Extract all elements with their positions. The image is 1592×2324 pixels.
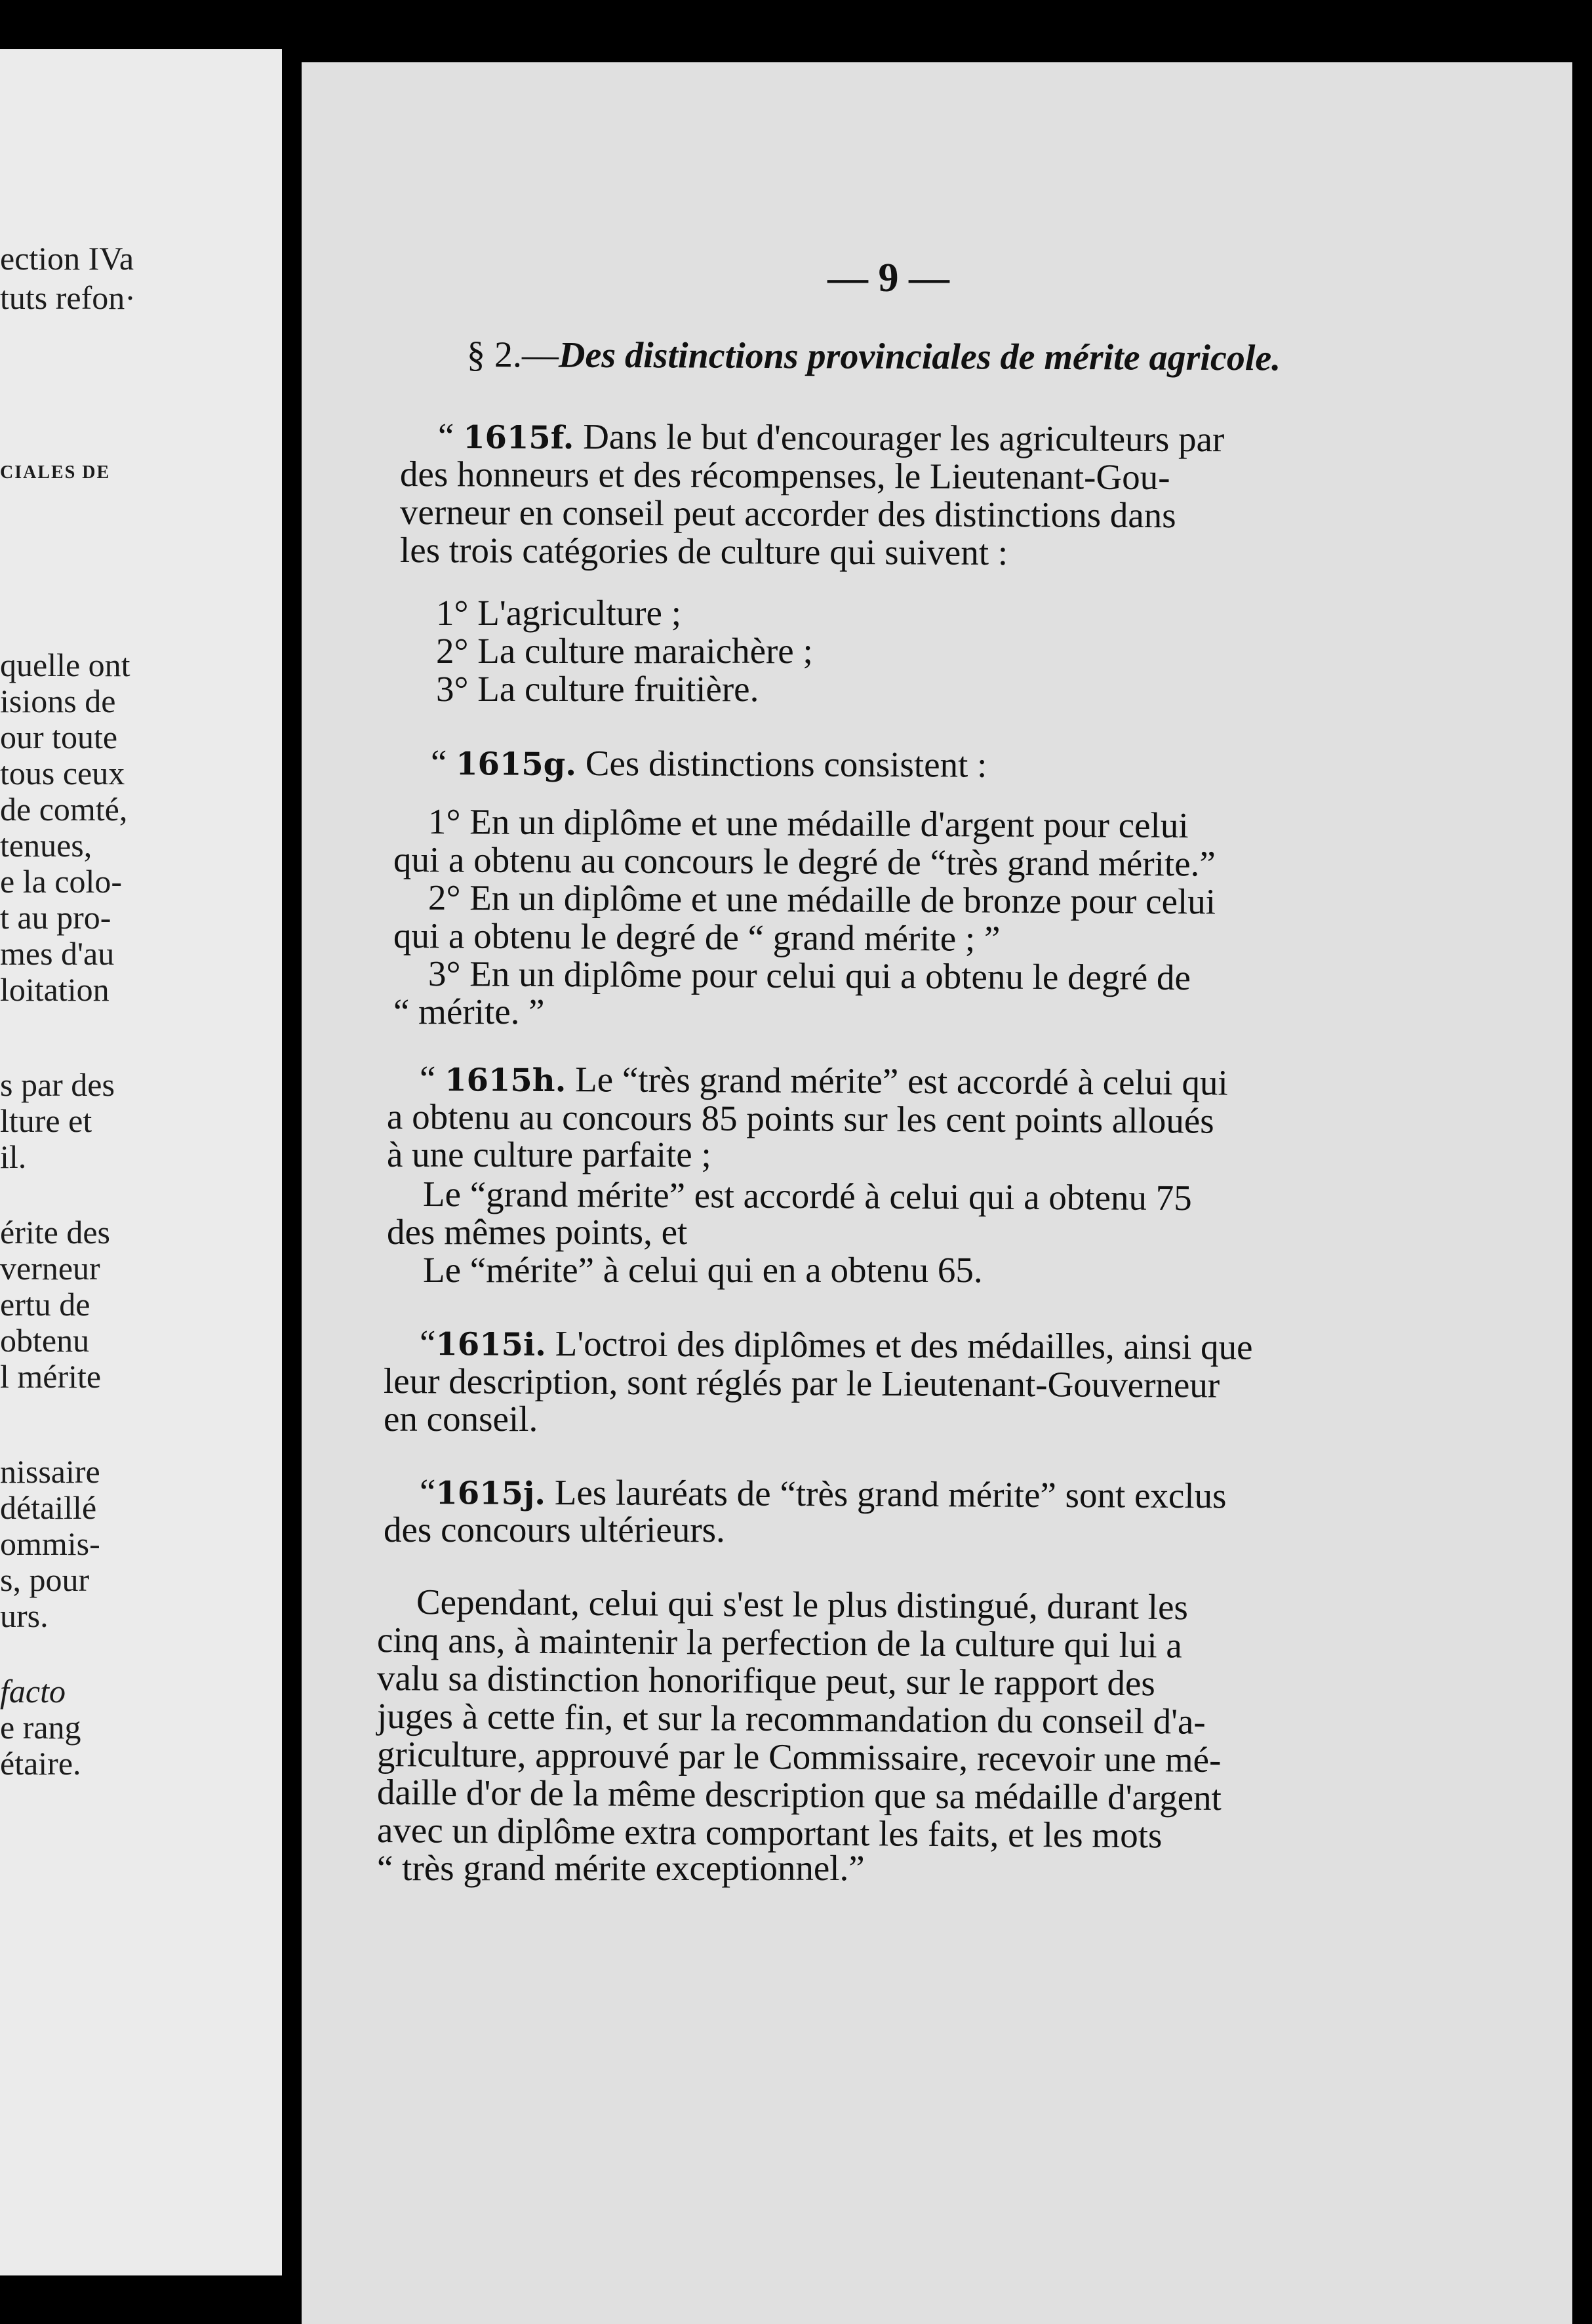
article-line: 3° En un diplôme pour celui qui a obtenu le degré de: [428, 953, 1191, 998]
left-page-line: loitation: [0, 971, 109, 1008]
paragraph-line: juges à cette fin, et sur la recommandation du conseil d'a-: [376, 1696, 1206, 1742]
article-line: des honneurs et des récompenses, le Lieutenant-Gou-: [399, 454, 1170, 498]
left-page-line: t au pro-: [0, 899, 111, 936]
article-line: 2° En un diplôme et une médaille de bronze pour celui: [428, 877, 1216, 922]
paragraph-line: avec un diplôme extra comportant les faits, et les mots: [376, 1810, 1163, 1856]
article-line: a obtenu au concours 85 points sur les cent points alloués: [386, 1096, 1214, 1141]
article-line: 1° En un diplôme et une médaille d'argent pour celui: [428, 801, 1189, 846]
article-line: en conseil.: [384, 1399, 538, 1439]
section-title: [466, 334, 1281, 379]
article-line: “ 1615h. Le “très grand mérite” est accordé à celui qui: [419, 1058, 1228, 1103]
left-page-line: ection IVa: [0, 240, 134, 277]
paragraph-line: daille d'or de la même description que sa médaille d'argent: [376, 1772, 1222, 1818]
paragraph-line: valu sa distinction honorifique peut, sur le rapport des: [376, 1658, 1156, 1704]
article-line: qui a obtenu au concours le degré de “très grand mérite.”: [393, 839, 1216, 884]
article-number: 1615g.: [456, 746, 577, 783]
paragraph-line: “ très grand mérite exceptionnel.”: [377, 1848, 865, 1888]
left-page-line: ommis-: [0, 1525, 100, 1562]
article-line: “ mérite. ”: [393, 992, 545, 1032]
article-line: “1615j. Les lauréats de “très grand mérite” sont exclus: [419, 1472, 1227, 1516]
article-text: Le “très grand mérite” est accordé à celui qui: [574, 1059, 1228, 1103]
left-page-line: s, pour: [0, 1561, 90, 1598]
article-line: à une culture parfaite ;: [387, 1134, 711, 1174]
article-line: Le “mérite” à celui qui en a obtenu 65.: [423, 1250, 983, 1290]
main-page: [302, 62, 1592, 2324]
article-line: “1615i. L'octroi des diplômes et des médailles, ainsi que: [419, 1323, 1253, 1367]
left-page-line: e rang: [0, 1709, 81, 1746]
article-text: Dans le but d'encourager les agriculteurs par: [583, 416, 1225, 460]
left-page-line: urs.: [0, 1597, 49, 1634]
list-item: 3° La culture fruitière.: [436, 669, 759, 709]
left-page-line: tenues,: [0, 827, 92, 864]
left-page-line: CIALES DE: [0, 462, 111, 483]
article-line: “ 1615f. Dans le but d'encourager les agriculteurs par: [437, 416, 1225, 460]
book-gutter: [282, 0, 302, 2324]
article-line: des concours ultérieurs.: [384, 1510, 725, 1550]
article-line: “ 1615g. Ces distinctions consistent :: [430, 742, 987, 785]
page-number: — 9 —: [827, 256, 949, 300]
paragraph-line: griculture, approuvé par le Commissaire, recevoir une mé-: [376, 1734, 1222, 1780]
left-page-line: il.: [0, 1138, 27, 1175]
article-number: 1615j.: [435, 1475, 546, 1513]
left-page-line: érite des: [0, 1214, 110, 1251]
paragraph-line: Cependant, celui qui s'est le plus distingué, durant les: [416, 1582, 1189, 1628]
article-line: leur description, sont réglés par le Lieutenant-Gouverneur: [383, 1361, 1220, 1405]
section-title-prefix: § 2.—: [466, 334, 559, 376]
left-page-line: ertu de: [0, 1286, 90, 1323]
left-page-line: obtenu: [0, 1322, 90, 1359]
article-line: verneur en conseil peut accorder des distinctions dans: [399, 492, 1176, 536]
article-text: Ces distinctions consistent :: [585, 743, 987, 785]
paragraph-line: cinq ans, à maintenir la perfection de la culture qui lui a: [376, 1620, 1183, 1666]
article-line: des mêmes points, et: [387, 1212, 688, 1252]
left-page-line: mes d'au: [0, 935, 115, 972]
section-title-text: Des distinctions provinciales de mérite agricole.: [558, 334, 1281, 379]
left-page-line: s par des: [0, 1066, 115, 1103]
left-page-line: détaillé: [0, 1489, 97, 1526]
article-text: L'octroi des diplômes et des médailles, ainsi que: [555, 1323, 1253, 1367]
article-line: qui a obtenu le degré de “ grand mérite ; ”: [393, 915, 1001, 959]
left-page-line: tuts refon·: [0, 279, 136, 316]
left-page-line: isions de: [0, 683, 116, 719]
left-page-line: nissaire: [0, 1453, 100, 1490]
list-item: 2° La culture maraichère ;: [436, 631, 813, 671]
left-page-line: tous ceux: [0, 755, 125, 791]
left-page-line: l mérite: [0, 1358, 102, 1395]
left-page-line: our toute: [0, 719, 118, 755]
list-item: 1° L'agriculture ;: [436, 593, 681, 633]
left-page-line: de comté,: [0, 791, 128, 828]
left-page-line: étaire.: [0, 1745, 81, 1782]
left-page-line: facto: [0, 1673, 66, 1710]
left-page-fragment: [0, 49, 282, 2275]
article-number: 1615h.: [445, 1062, 567, 1100]
article-line: Le “grand mérite” est accordé à celui qui a obtenu 75: [422, 1174, 1192, 1218]
left-page-line: quelle ont: [0, 647, 130, 683]
left-page-line: verneur: [0, 1250, 100, 1287]
article-number: 1615i.: [435, 1326, 547, 1364]
article-number: 1615f.: [463, 419, 574, 456]
left-page-line: lture et: [0, 1102, 92, 1139]
article-text: Les lauréats de “très grand mérite” sont exclus: [554, 1472, 1227, 1516]
left-page-line: e la colo-: [0, 863, 123, 900]
article-line: les trois catégories de culture qui suivent :: [399, 530, 1008, 573]
